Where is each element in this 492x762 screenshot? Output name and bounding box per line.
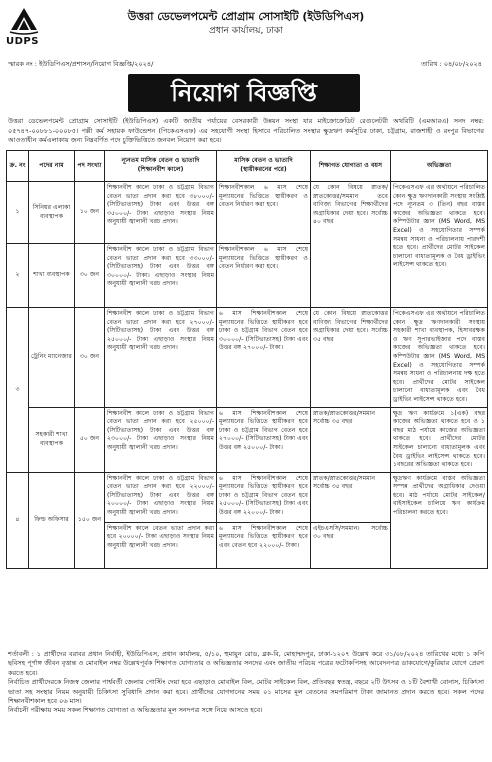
pay-permanent-cell: ৬ মাস শিক্ষানবীশকাল শেষে মূল্যায়নের ভিত্তিতে স্থায়ীকরণ হবে এবং বেতন হবে ২২০০০/- টাকা। <box>217 522 311 568</box>
experience-cell: পিকেএসএফ এর অর্থায়নে পরিচালিত কোন ক্ষুদ্র ঋণদানকারী সংস্থায় সংশ্লিষ্ট পদে ন্যূনতম ৩ (তিন) বছর বাস্তব কাজের অভিজ্ঞতা থাকতে হবে। কম্পিউটার জ্ঞান (MS Word, MS Excel) ও সহযোগিতার সম্পর্ক সমন্বয় সাধনা ও পরিচালনায় পারদর্শী হতে হবে। প্রার্থীদের মোটর সাইকেল চালানো বাধ্যতামূলক ও বৈধ ড্রাইভিং লাইসেন্স থাকতে হবে। <box>391 182 488 308</box>
condition-paragraph: নির্বাচনী পরীক্ষায় সময় সকল শিক্ষাগত যোগ্যতা ও অভিজ্ঞতার মূল সনদপত্র সঙ্গে নিয়ে আসতে হবে। <box>8 706 263 715</box>
condition-paragraph: নির্বাচিত প্রার্থীদেরকে নিজস্ব জেলার পার্শ্ববর্তী জেলায় পোস্টিং দেয়া হবে এছাড়াও মোবাইল বিল, মোটর সাইকেল বিল, প্রতিবছর স্বতন্ত্র, বছরে ২টি উৎসব ও ১টি বৈশাখী বোনাস, চিকিৎসা ভাতা সহ সংস্থার নিয়ম অনুযায়ী চিকিৎসা সুবিধাদি প্রদান করা হবে। প্রার্থীদের যোগদানের সময় ০১ মাসের মূল বেতনের সমপরিমাণ টাকা জামানত প্রদান করতে হবে। সকল পদের শিক্ষানবীশকাল হবে ০৬ মাস। <box>8 678 484 706</box>
table-row <box>7 308 488 408</box>
count-cell: ১৫০ জন <box>75 472 105 568</box>
education-cell: এইচএসসি/সমমান। সর্বোচ্চ ৩০ বছর <box>311 522 391 568</box>
pay-probation-cell: শিক্ষানবীশ কালে বেতন ভাতা প্রদান করা হবে ২০০০০/- টাকা এছাড়াও সংস্থার নিয়ম অনুযায়ী জ্বালানী খরচ প্রদান। <box>105 522 217 568</box>
pay-probation-cell: শিক্ষানবীশ কালে ঢাকা ও চট্টগ্রাম বিভাগ বেতন ভাতা প্রদান করা হবে ৩৩০০০/- (সিটিভাতাসহ) টাকা এবং উত্তর বঙ্গ ৩০০০০/- টাকা। এছাড়াও সংস্থার নিয়ম অনুযায়ী জ্বালানী খরচ প্রদান। <box>105 244 217 308</box>
pay-permanent-cell: ৬ মাস শিক্ষানবীশকাল শেষে মূল্যায়নের ভিত্তিতে স্থায়ীকরণ হবে ঢাকা ও চট্টগ্রাম বিভাগ বেতন হবে ২৫০০০/- (সিটিভাতাসহ) টাকা এবং উত্তর বঙ্গ ২২০০০/- টাকা। <box>217 472 311 522</box>
condition-paragraph: শর্তাবলী : ১ প্রার্থীদের বরাবর প্রধান নির্বাহী, ইউডিপিএস, প্রধান কার্যালয়, ৫/১০, হুমায়ুন রোড, ব্লক-বি, মোহাম্মদপুর, ঢাকা-১২০৭ উল্লেখ করে ৩১/০৮/২০২৪ তারিখের মধ্যে ১ কপি ছবিসহ পূর্ণাঙ্গ জীবন বৃত্তান্ত ও মোবাইল নম্বর উল্লেখপূর্বক শিক্ষাগত যোগ্যতার ও অভিজ্ঞতার সনদের এবং জাতীয় পরিচয় পত্রের ফটোকপিসহ আবেদনপত্র ডাকযোগে/কুরিয়ার যোগে প্রেরণ করতে হবে। <box>8 650 484 677</box>
pay-probation-cell: শিক্ষানবীশ কালে ঢাকা ও চট্টগ্রাম বিভাগ বেতন ভাতা প্রদান করা হবে ৩৮০০০/- (সিটিভাতাসহ) টাকা এবং উত্তর বঙ্গ ৩৫০০০/- টাকা এছাড়াও সংস্থার নিয়ম অনুযায়ী জ্বালানী খরচ প্রদান। <box>105 182 217 244</box>
serial-cell: ৩ <box>7 308 29 473</box>
header-pay-permanent: মাসিক বেতন ও ভাতাদি (স্থায়ীকরনের পরে) <box>217 151 311 182</box>
table-header-row <box>7 151 488 182</box>
logo-text: UDPS <box>6 36 39 47</box>
education-cell: যে কোন বিষয়ে স্নাতকোত্তর বাণিজ্য বিভাগের শিক্ষার্থীদের অগ্রাধিকার দেয়া হবে। সর্বোচ্চ ৩৫ বছর <box>311 308 391 408</box>
experience-cell: ক্ষুদ্রঋণ কার্যক্রমে বাস্তব অভিজ্ঞতা সম্পন্ন প্রার্থীদের অগ্রাধিকার দেওয়া হবে। মাঠ পর্যায়ে মোটর সাইকেল/বাইসাইকেল চালিয়ে ঋণ কার্যক্রম পরিচালনা করতে হবে। <box>391 472 488 568</box>
table-row <box>7 182 488 244</box>
count-cell: ১০ জন <box>75 182 105 244</box>
table-row <box>7 472 488 522</box>
organization-name: উত্তরা ডেভেলপমেন্ট প্রোগ্রাম সোসাইটি (ইউডিপিএস) <box>127 10 365 23</box>
count-cell: ৩০ জন <box>75 308 105 408</box>
table-row <box>7 407 488 472</box>
post-cell: ফিল্ড অফিসার <box>29 472 75 568</box>
header-post: পদের নাম <box>29 151 75 182</box>
pay-permanent-cell: ৬ মাস শিক্ষানবীশকাল শেষে মূল্যায়নের ভিত্তিতে স্থায়ীকরণ হবে ঢাকা ও চট্টগ্রাম বিভাগ বেতন হবে ৩০০০০/- (সিটিভাতাসহ) টাকা এবং উত্তর বঙ্গ ২৭০০০/- টাকা। <box>217 308 311 408</box>
post-cell: সহকারী শাখা ব্যবস্থাপক <box>29 407 75 472</box>
pay-probation-cell: শিক্ষানবীশ কালে ঢাকা ও চট্টগ্রাম বিভাগ বেতন ভাতা প্রদান করা হবে ২৭০০০/- (সিটিভাতাসহ) টাকা এবং উত্তর বঙ্গ ২৫০০০/- টাকা এছাড়াও সংস্থার নিয়ম অনুযায়ী জ্বালানী খরচ প্রদান। <box>105 308 217 408</box>
intro-paragraph: উত্তরা ডেভেলপমেন্ট প্রোগ্রাম সোসাইটি (ইউডিপিএস) একটি জাতীয় পর্যায়ের বেসরকারী উন্নয়ন সংস্থা যার মাইক্রোক্রেডিট রেগুলেটরী অথরিটি (এমআরএ) সনদ নম্বর: ০৫৭৪৭-০০৮৮১-০০০৮৫। পল্লী কর্ম সহায়ক ফাউন্ডেশন (পিকেএসএফ) এর সহযোগী সংস্থা হিসাবে পরিচালিত সংস্থার ক্ষুদ্রঋণ কর্মসূচির ঢাকা, চট্টগ্রাম, রাজশাহী ও রংপুর বিভাগের আওতাধীন কর্মএলাকায় জন্য নিম্নবর্ণিত পদে চুক্তিভিত্তিতে জনবল নিয়োগ করা হবে। <box>8 117 484 145</box>
pay-permanent-cell: শিক্ষানবীশকাল ৬ মাস শেষে মূল্যায়নের ভিত্তিতে স্থায়ীকরণ ও বেতন নির্ধারণ করা হবে। <box>217 244 311 308</box>
pay-permanent-cell: শিক্ষানবীশকাল ৬ মাস শেষে মূল্যায়নের ভিত্তিতে স্থায়ীকরণ ও বেতন নির্ধারণ করা হবে। <box>217 182 311 244</box>
post-cell: সিনিয়র এলাকা ব্যবস্থাপক <box>29 182 75 244</box>
count-cell: ৫০ জন <box>75 407 105 472</box>
header-serial: ক্র. নং <box>7 151 29 182</box>
education-cell: যে কোন বিষয়ে স্নাতক/স্নাতকোত্তর/সমমান তবে বাণিজ্য বিভাগের শিক্ষার্থীদের অগ্রাধিকার দেয়া হবে। সর্বোচ্চ ৪০ বছর <box>311 182 391 308</box>
education-cell: স্নাতক/স্নাতকোত্তর/সমমান সর্বোচ্চ ৩৫ বছর <box>311 472 391 522</box>
header-count: পদ সংখ্যা <box>75 151 105 182</box>
serial-cell: ২ <box>7 244 29 308</box>
education-cell: স্নাতক/স্নাতকোত্তর/সমমান সর্বোচ্চ ৩৫ বছর <box>311 407 391 472</box>
notice-title: নিয়োগ বিজ্ঞপ্তি <box>128 74 360 112</box>
vacancy-table <box>6 150 488 569</box>
serial-cell: ৪ <box>7 472 29 568</box>
experience-cell: পিকেএসএফ এর অর্থায়নে পরিচালিত কোন ক্ষুদ্র ঋণদানকারী সংস্থায় সহকারী শাখা ব্যবস্থাপক, হিসাবরক্ষক ও ঋণ সুপারভাইজার পদে বাস্তব কাজের অভিজ্ঞতা থাকতে হবে। কম্পিউটার জ্ঞান (MS Word, MS Excel) ও সহযোগিতার সম্পর্ক সমন্বয় সাধনা ও পরিচালনায় দক্ষ হতে হবে। প্রার্থীদের মোটর সাইকেল চালানো বাধ্যতামূলক এবং বৈধ ড্রাইভিং লাইসেন্স থাকতে হবে। <box>391 308 488 408</box>
office-name: প্রধান কার্যালয়, ঢাকা <box>209 26 283 36</box>
header-experience: অভিজ্ঞতা <box>391 151 488 182</box>
serial-cell: ১ <box>7 182 29 244</box>
notice-date: তারিখ : ০৪/০৮/২০২৪ <box>421 60 482 68</box>
pay-permanent-cell: ৬ মাস শিক্ষানবীশকাল শেষে মূল্যায়নের ভিত্তিতে স্থায়ীকরণ হবে ঢাকা ও চট্টগ্রাম বিভাগ বেতন হবে ২৭০০০/- (সিটিভাতাসহ) টাকা এবং উত্তর বঙ্গ ২৫০০০/- টাকা। <box>217 407 311 472</box>
pay-probation-cell: শিক্ষানবীশ কালে ঢাকা ও চট্টগ্রাম বিভাগ বেতন ভাতা প্রদান করা হবে ২২০০০/- (সিটিভাতাসহ) টাকা এবং উত্তর বঙ্গ ২০০০০/- টাকা এছাড়াও সংস্থার নিয়ম অনুযায়ী জ্বালানী খরচ প্রদান। <box>105 472 217 522</box>
conditions-section <box>8 650 484 716</box>
count-cell: ৩০ জন <box>75 244 105 308</box>
header-education: শিক্ষাগত যোগ্যতা ও বয়স <box>311 151 391 182</box>
post-cell: শাখা ব্যবস্থাপক <box>29 244 75 308</box>
header-pay-probation: ন্যূনতম মাসিক বেতন ও ভাতাদি (শিক্ষানবীশ কালে) <box>105 151 217 182</box>
reference-number: স্মারক নং : ইউডিপিএস/প্রশাসন/নিয়োগ বিজ্ঞপ্তি/২০২৪/ <box>8 60 154 68</box>
post-cell: ট্রেনিং ম্যানেজার <box>29 308 75 408</box>
pay-probation-cell: শিক্ষানবীশ কালে ঢাকা ও চট্টগ্রাম বিভাগ বেতন ভাতা প্রদান করা হবে ২৫০০০/- (সিটিভাতাসহ) টাকা এবং উত্তর বঙ্গ ২৩০০০/- টাকা এছাড়াও সংস্থার নিয়ম অনুযায়ী জ্বালানী খরচ প্রদান। <box>105 407 217 472</box>
experience-cell: ক্ষুদ্র ঋণ কার্যক্রমে ১(এক) বছর কাজের অভিজ্ঞতা থাকতে হবে ও ১ বছর মাঠ পর্যায়ে কাজের অভিজ্ঞতা থাকতে হবে। প্রার্থীদের মোটর সাইকেল চালানো বাধ্যতামূলক এবং বৈধ ড্রাইভিং লাইসেন্স থাকতে হবে। ১বছরের অভিজ্ঞতা থাকতে হবে। <box>391 407 488 472</box>
